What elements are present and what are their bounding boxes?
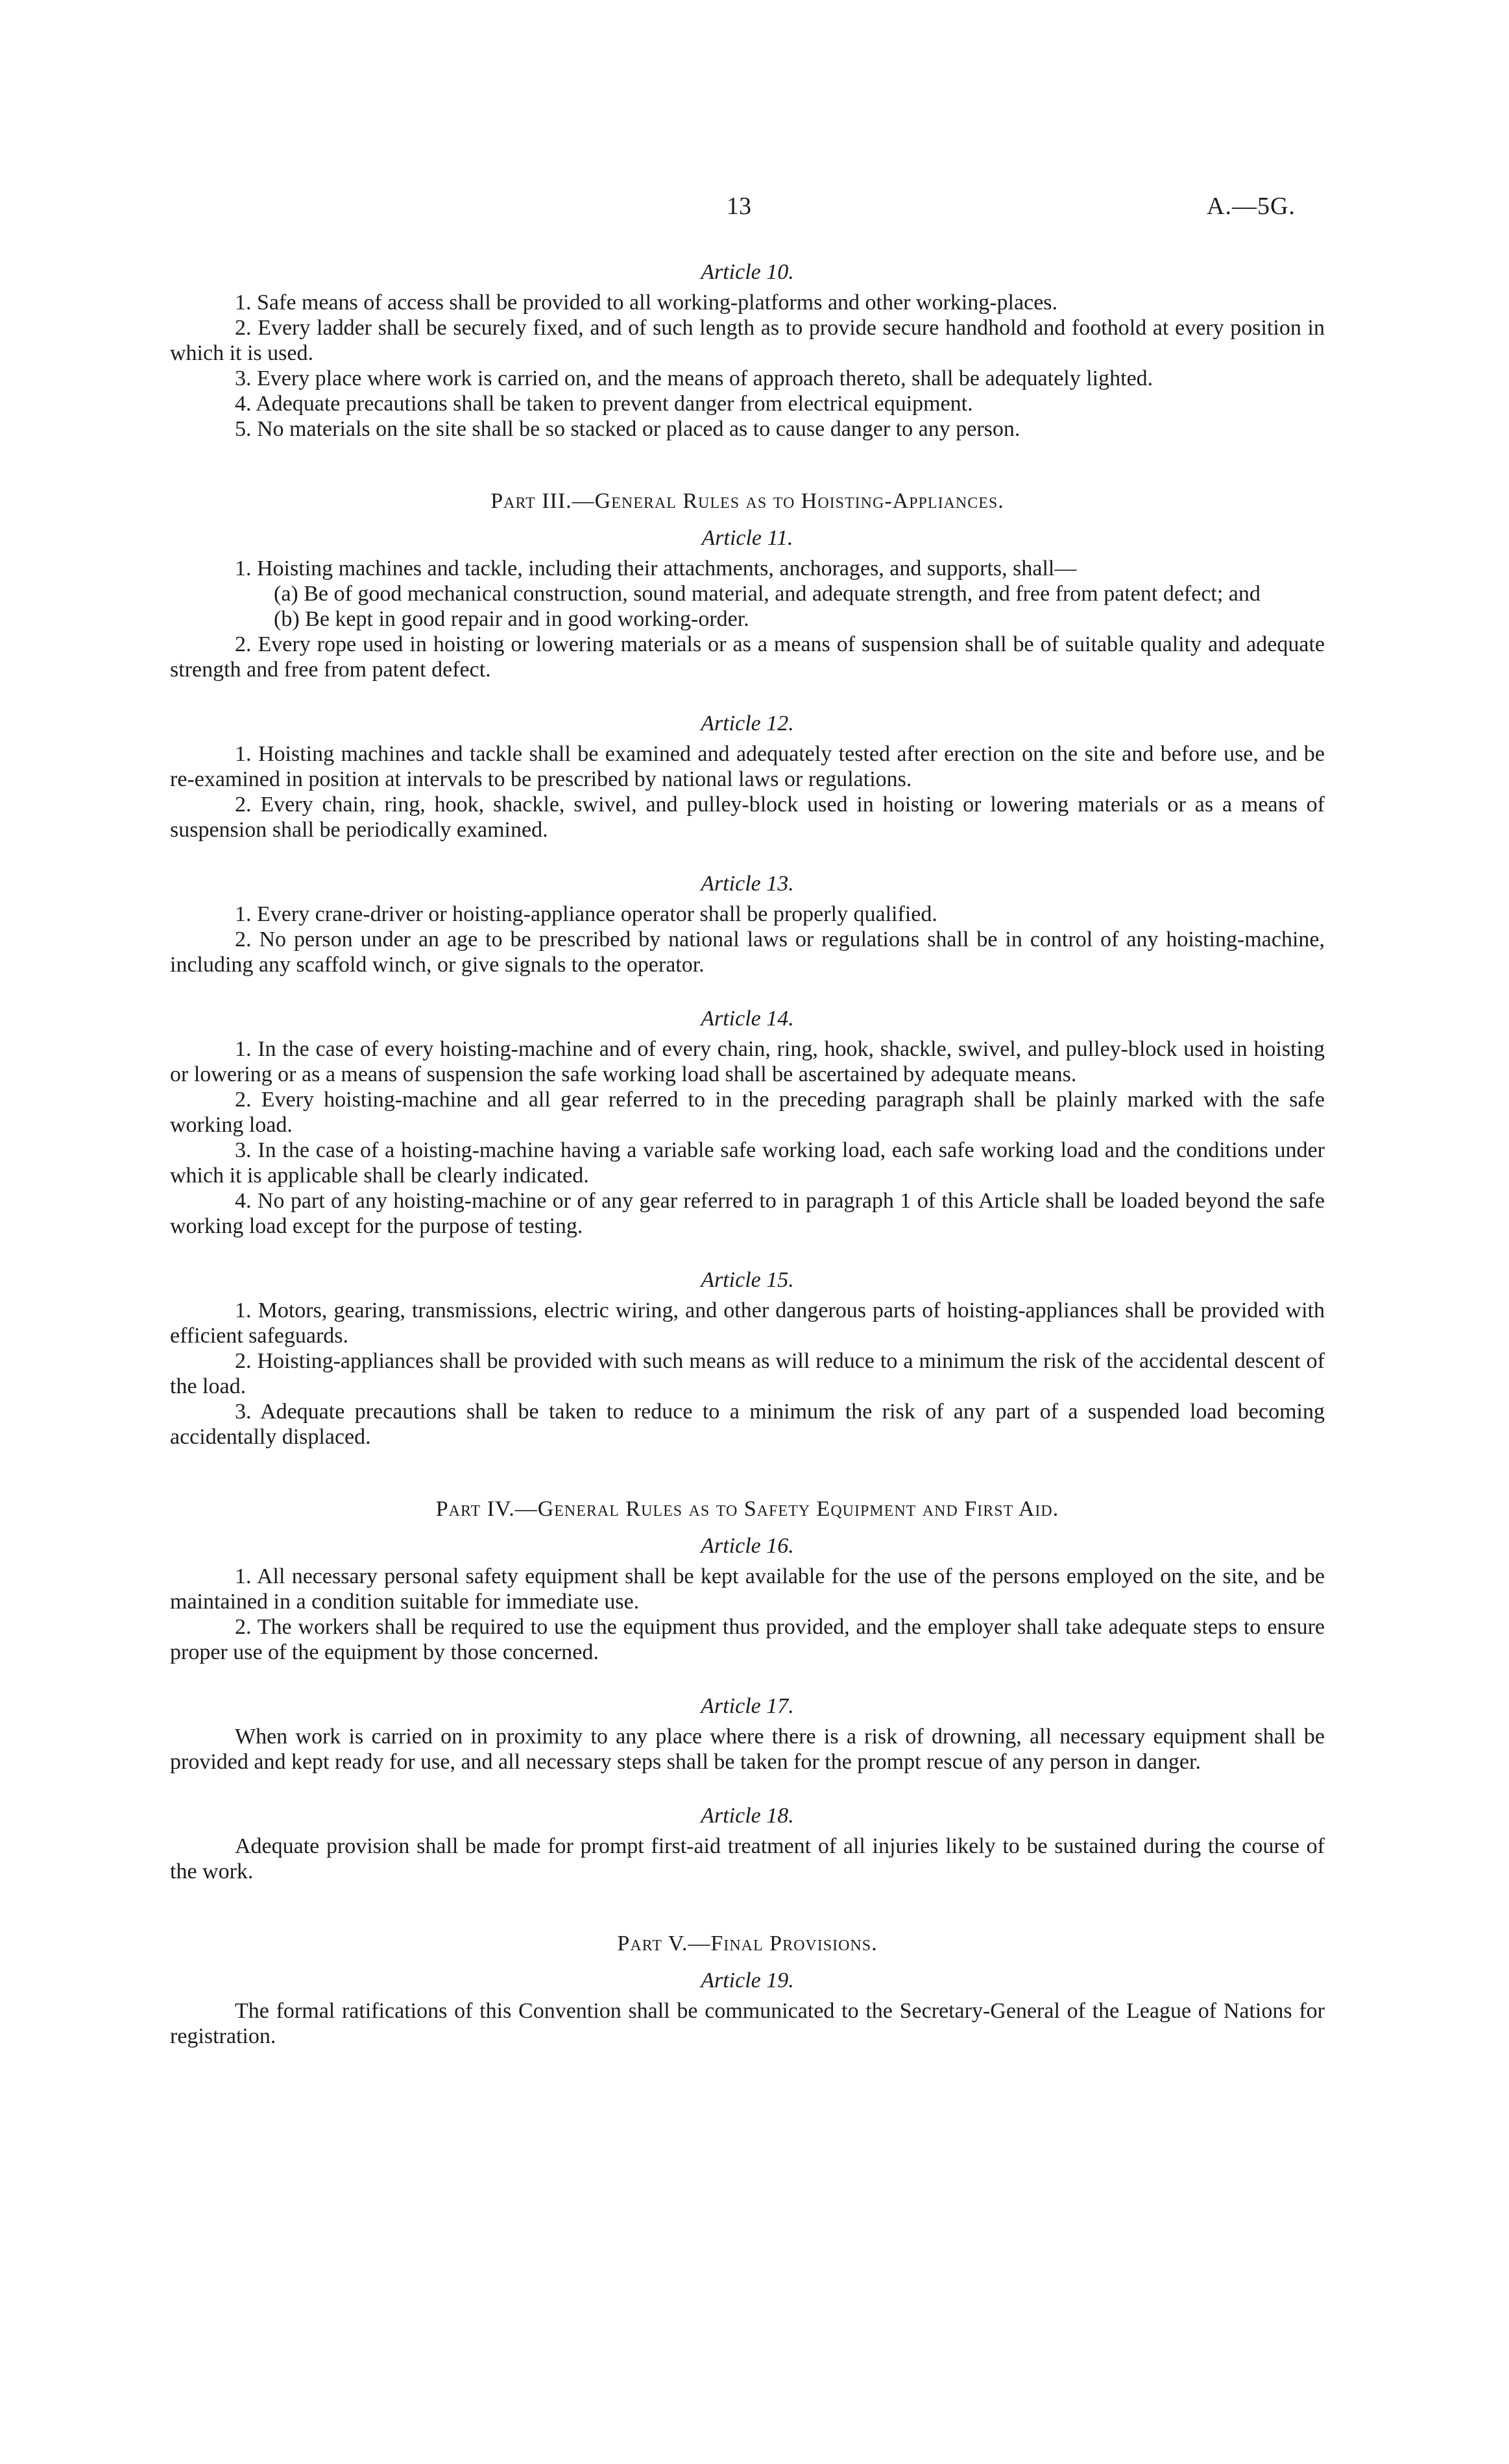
paragraph: 2. Every ladder shall be securely fixed, and of such length as to provide secure handhold and foothold at every position in which it is used. [170,316,1325,365]
paragraph: 2. Every rope used in hoisting or lowering materials or as a means of suspension shall be of suitable quality and adequate strength and free from patent defect. [170,632,1325,682]
article-heading: Article 10. [701,260,794,284]
paragraph: 2. No person under an age to be prescribed by national laws or regulations shall be in control of any hoisting-machine, including any scaffold winch, or give signals to the operator. [170,927,1325,977]
article-heading: Article 19. [701,1968,794,1992]
paragraph: 1. Hoisting machines and tackle, including their attachments, anchorages, and supports, shall— [235,556,1077,580]
part-heading: Part III.—General Rules as to Hoisting-Appliances. [490,489,1004,513]
paragraph: 1. In the case of every hoisting-machine and of every chain, ring, hook, shackle, swivel, and pulley-block used in hoisting or lowering or as a means of suspension the safe working load shall be ascertained by adequate means. [170,1037,1325,1086]
article-heading: Article 13. [701,872,794,896]
article-17 [170,1693,1325,1775]
paragraph: 4. No part of any hoisting-machine or of any gear referred to in paragraph 1 of this Article shall be loaded beyond the safe working load except for the purpose of testing. [170,1189,1325,1238]
list-item: (a) Be of good mechanical construction, sound material, and adequate strength, and free from patent defect; and [274,582,1261,606]
paragraph: 2. Hoisting-appliances shall be provided with such means as will reduce to a minimum the risk of the accidental descent of the load. [170,1349,1325,1398]
article-heading: Article 14. [701,1007,794,1031]
paragraph: 2. The workers shall be required to use the equipment thus provided, and the employer shall take adequate steps to ensure proper use of the equipment by those concerned. [170,1615,1325,1664]
paragraph: 2. Every chain, ring, hook, shackle, swivel, and pulley-block used in hoisting or lowering materials or as a means of suspension shall be periodically examined. [170,793,1325,842]
paragraph: When work is carried on in proximity to any place where there is a risk of drowning, all necessary equipment shall be provided and kept ready for use, and all necessary steps shall be taken for the prompt rescue of any person in danger. [170,1725,1325,1774]
article-14 [170,1006,1325,1239]
article-heading: Article 17. [701,1694,794,1718]
article-heading: Article 12. [701,712,794,736]
paragraph: Adequate provision shall be made for prompt first-aid treatment of all injuries likely to be sustained during the course of the work. [170,1834,1325,1884]
paragraph: 3. Adequate precautions shall be taken to reduce to a minimum the risk of any part of a suspended load becoming accidentally displaced. [170,1400,1325,1449]
article-18 [170,1803,1325,1884]
paragraph: 1. Every crane-driver or hoisting-appliance operator shall be properly qualified. [235,902,937,926]
paragraph: 3. In the case of a hoisting-machine having a variable safe working load, each safe working load and the conditions under which it is applicable shall be clearly indicated. [170,1138,1325,1188]
article-15 [170,1267,1325,1450]
paragraph: 3. Every place where work is carried on, and the means of approach thereto, shall be adequately lighted. [235,366,1153,390]
paragraph: 1. Hoisting machines and tackle shall be examined and adequately tested after erection on the site and before use, and be re-examined in position at intervals to be prescribed by national laws or regulations. [170,742,1325,791]
article-19 [170,1968,1325,2049]
article-11 [170,525,1325,682]
part-heading: Part V.—Final Provisions. [617,1932,878,1956]
document-body [170,188,1325,2077]
paragraph: The formal ratifications of this Convention shall be communicated to the Secretary-General of the League of Nations for registration. [170,1999,1325,2048]
paragraph: 1. Motors, gearing, transmissions, electric wiring, and other dangerous parts of hoisting-appliances shall be provided with efficient safeguards. [170,1298,1325,1348]
article-13 [170,871,1325,977]
article-16 [170,1533,1325,1665]
article-10 [170,259,1325,442]
part-heading: Part IV.—General Rules as to Safety Equipment and First Aid. [435,1497,1059,1521]
paragraph: 5. No materials on the site shall be so stacked or placed as to cause danger to any person. [235,417,1020,441]
paragraph: 1. All necessary personal safety equipment shall be kept available for the use of the persons employed on the site, and be maintained in a condition suitable for immediate use. [170,1564,1325,1614]
article-heading: Article 11. [701,526,793,550]
paragraph: 1. Safe means of access shall be provided to all working-platforms and other working-places. [235,291,1058,315]
list-item: (b) Be kept in good repair and in good working-order. [274,607,749,631]
document-reference: A.—5G. [1207,193,1296,220]
article-heading: Article 15. [701,1268,794,1292]
paragraph: 2. Every hoisting-machine and all gear referred to in the preceding paragraph shall be plainly marked with the safe working load. [170,1088,1325,1137]
article-heading: Article 16. [701,1534,794,1558]
page-number: 13 [727,193,751,220]
paragraph: 4. Adequate precautions shall be taken to prevent danger from electrical equipment. [235,392,973,416]
article-12 [170,711,1325,843]
article-heading: Article 18. [701,1804,794,1828]
